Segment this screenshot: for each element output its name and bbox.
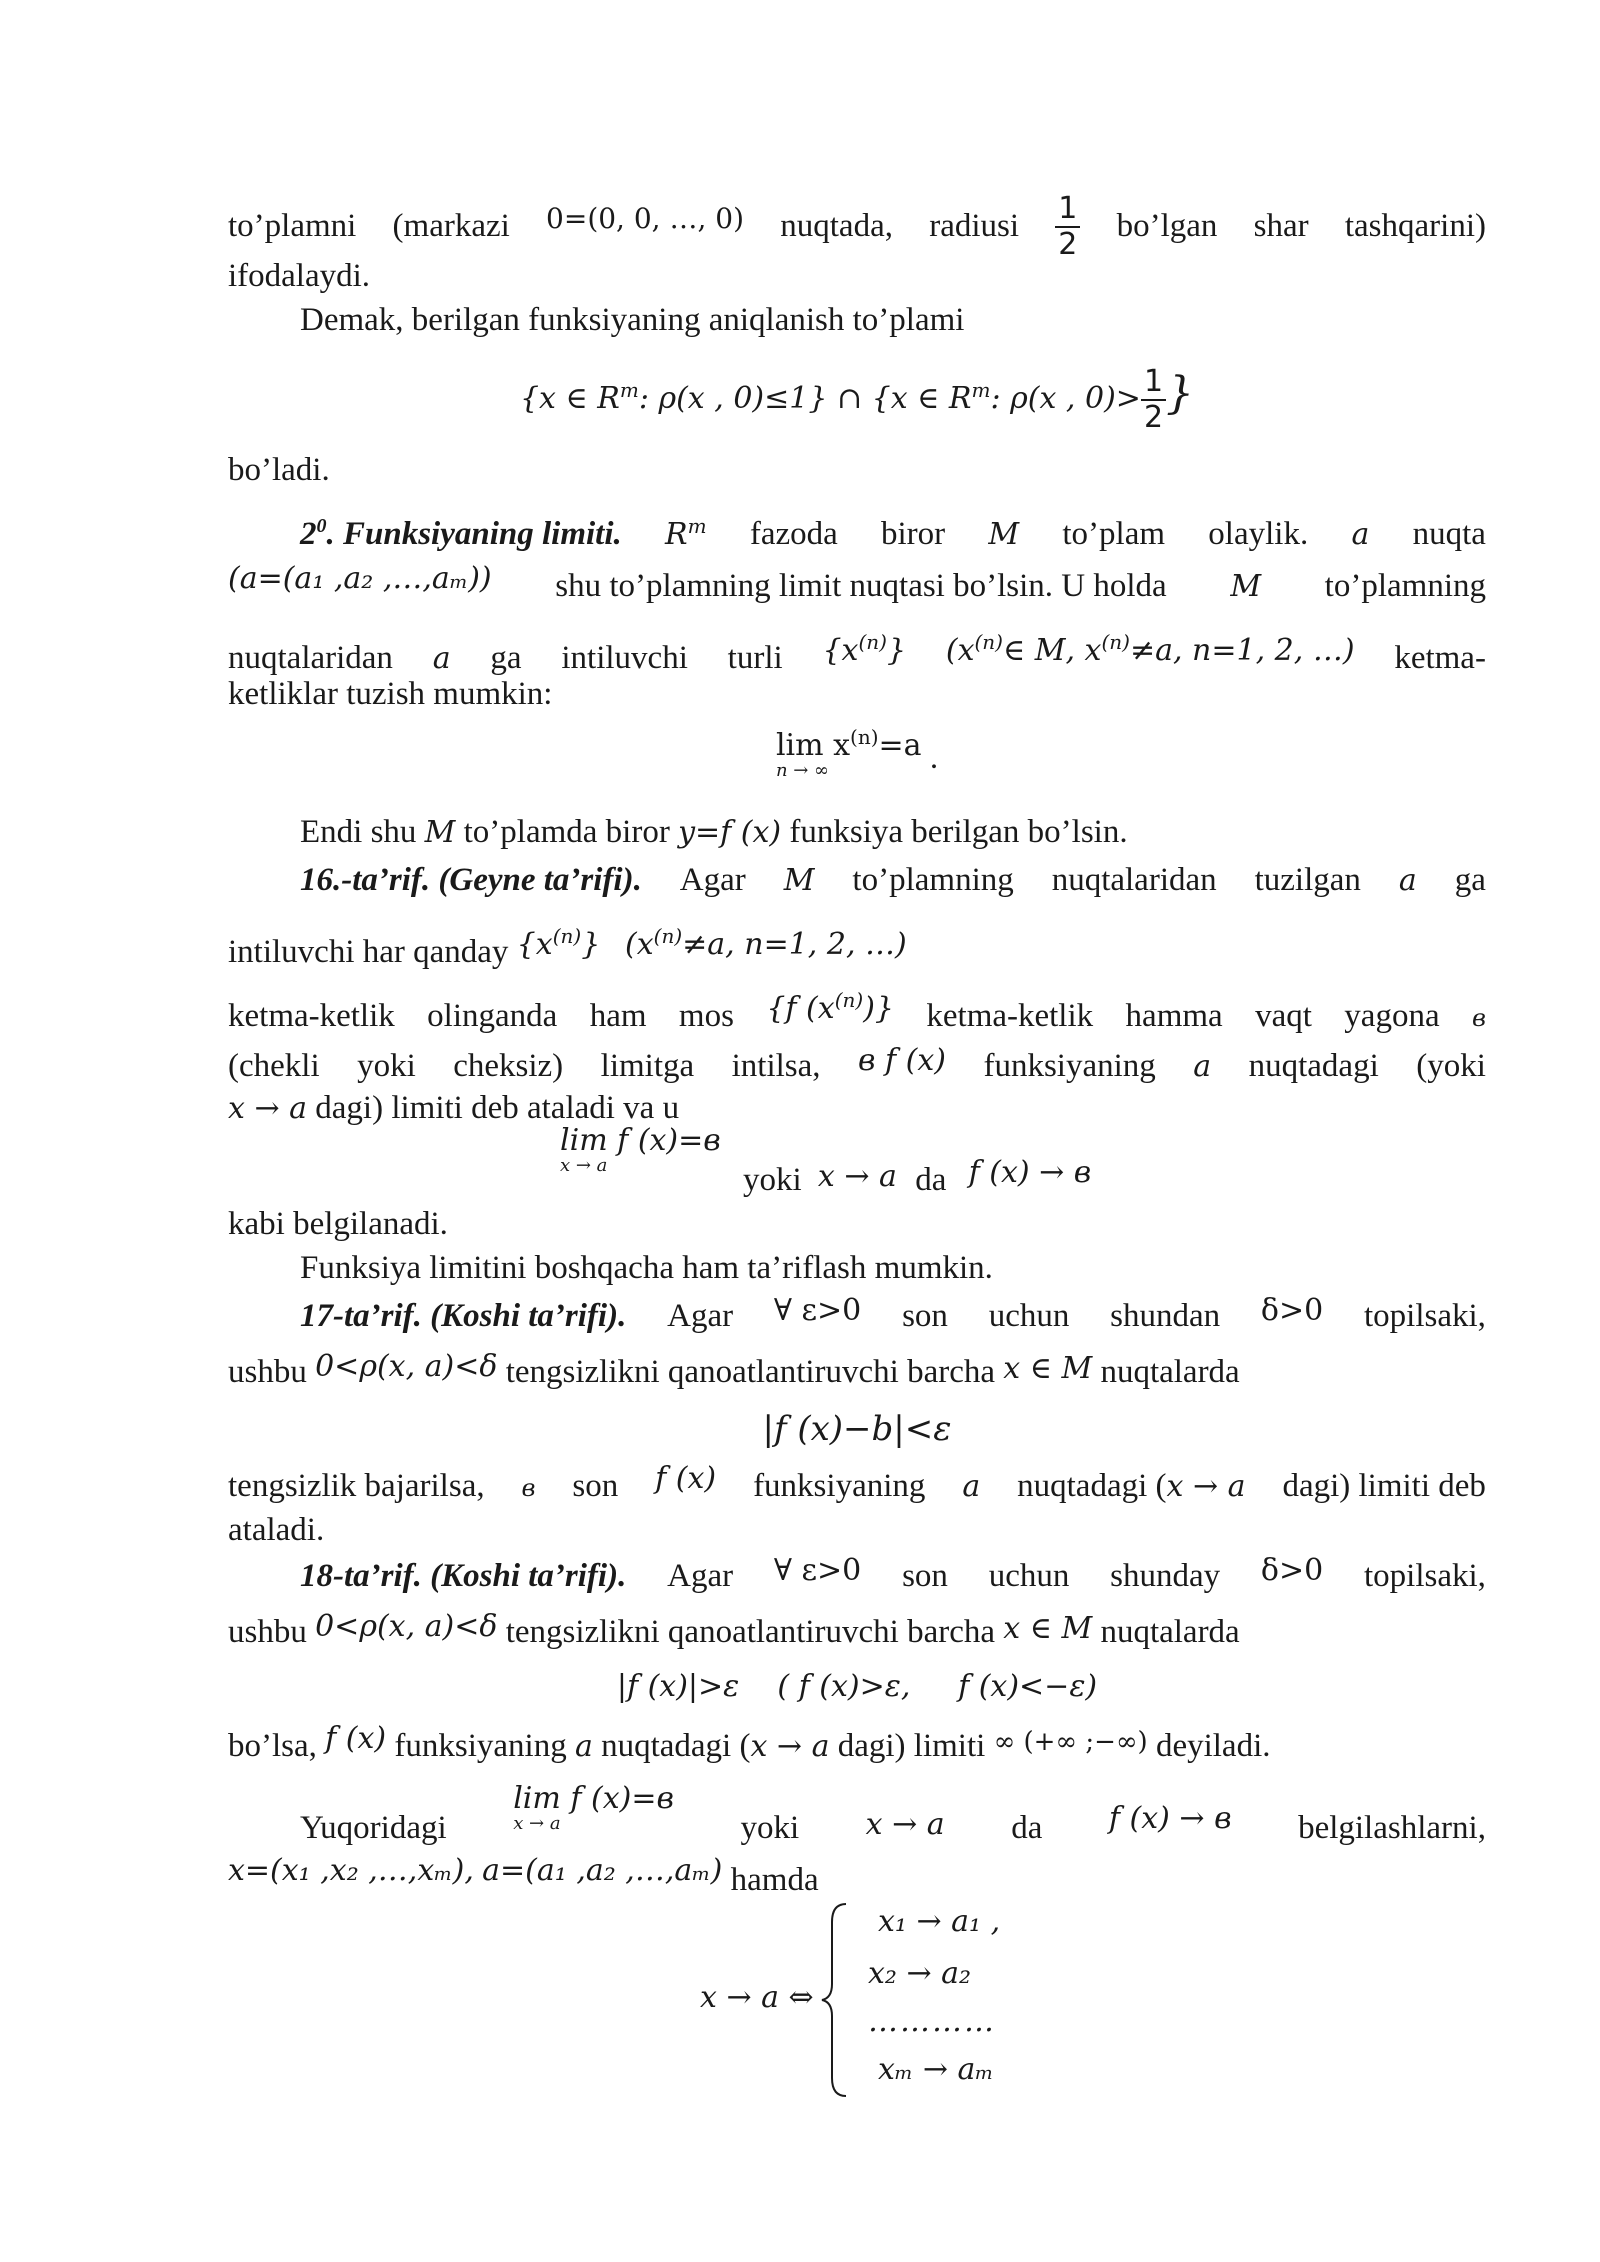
text: yoki bbox=[743, 1162, 802, 1198]
superscript: m bbox=[619, 378, 639, 402]
math-epsilon: ∀ ε>0 bbox=[773, 1293, 862, 1328]
limit-top bbox=[776, 722, 922, 761]
math-neighborhood: 0<ρ(x, a)<δ bbox=[315, 1609, 498, 1644]
definition-heading: 16.-ta’rif. (Geyne ta’rifi). bbox=[300, 862, 642, 898]
text: turli bbox=[727, 640, 783, 676]
math-limit-value: в bbox=[521, 1474, 536, 1502]
fraction-denominator: 2 bbox=[1058, 227, 1078, 262]
math-center-point: 0=(0, 0, …, 0) bbox=[546, 202, 745, 235]
math-x-coords: x=(x₁ ,x₂ ,…,xₘ), bbox=[228, 1853, 474, 1888]
definition-heading: 17-ta’rif. (Koshi ta’rifi). bbox=[300, 1298, 627, 1334]
paragraph-line-3: Demak, berilgan funksiyaning aniqlanish to’plami bbox=[300, 302, 965, 338]
definition-17-line-2 bbox=[228, 1349, 1486, 1393]
text: (x bbox=[945, 633, 975, 668]
text: ∈ M, x bbox=[1003, 633, 1102, 668]
text: ga bbox=[490, 640, 522, 676]
formula-limit-sequence bbox=[228, 722, 1486, 781]
math-membership: x ∈ M bbox=[1003, 1611, 1093, 1646]
formula-part: } bbox=[1166, 368, 1195, 419]
text: (yoki bbox=[1416, 1048, 1486, 1084]
paragraph-line-4: bo’ladi. bbox=[228, 452, 330, 488]
text: olinganda bbox=[427, 998, 558, 1034]
text: yagona bbox=[1344, 998, 1440, 1034]
limit-expression bbox=[776, 722, 922, 781]
math-infinity: ∞ (+∞ ;−∞) bbox=[993, 1727, 1148, 1757]
text: dagi) limiti deb ataladi va u bbox=[315, 1090, 680, 1126]
text: ga bbox=[1454, 862, 1486, 898]
paragraph-line-6 bbox=[228, 630, 1486, 679]
math-function-approach: f (x) → в bbox=[1108, 1801, 1232, 1836]
definition-17-line-4: ataladi. bbox=[228, 1512, 325, 1548]
text: nuqtalarda bbox=[1100, 1614, 1240, 1650]
paragraph-line-2: ifodalaydi. bbox=[228, 258, 371, 294]
system-left: x → a ⇔ bbox=[700, 1980, 814, 2015]
definition-18-line-1 bbox=[300, 1553, 1486, 1597]
math-approach: x → a bbox=[865, 1807, 945, 1842]
limit-expression bbox=[560, 1123, 721, 1176]
math-sequence bbox=[822, 622, 906, 671]
math-set: M bbox=[783, 863, 815, 898]
math-neighborhood: 0<ρ(x, a)<δ bbox=[315, 1349, 498, 1384]
fraction-denominator: 2 bbox=[1143, 400, 1164, 435]
formula-domain bbox=[228, 360, 1486, 435]
math-approach: x → a bbox=[817, 1159, 897, 1194]
definition-17-line-1 bbox=[300, 1293, 1486, 1337]
math-approach: x → a bbox=[1166, 1469, 1246, 1504]
left-brace-icon bbox=[818, 1900, 858, 2100]
text: {f (x bbox=[766, 991, 835, 1026]
text: nuqtalaridan bbox=[1051, 862, 1217, 898]
definition-18-line-3 bbox=[228, 1721, 1486, 1768]
limit-top: lim f (x)=в bbox=[560, 1123, 721, 1158]
text: belgilashlarni, bbox=[1298, 1810, 1486, 1846]
text: 2 bbox=[300, 516, 317, 552]
text: nuqtada, bbox=[780, 208, 893, 244]
superscript: (n) bbox=[1101, 630, 1130, 654]
formula-limit-function bbox=[560, 1123, 1260, 1198]
formula-part: : ρ(x , 0)≤1} ∩ {x ∈ R bbox=[638, 381, 972, 416]
text: ketma-ketlik bbox=[926, 998, 1094, 1034]
text: ushbu bbox=[228, 1614, 307, 1650]
formula-part: : ρ(x , 0)> bbox=[990, 381, 1141, 416]
math-approach: x → a bbox=[750, 1729, 830, 1764]
text: da bbox=[1011, 1810, 1043, 1846]
superscript: (n) bbox=[858, 630, 887, 654]
paragraph-line-11 bbox=[300, 1778, 1486, 1846]
text: radiusi bbox=[929, 208, 1020, 244]
math-point: a bbox=[574, 1729, 593, 1764]
limit-subscript: x → a bbox=[560, 1155, 608, 1176]
definition-16-line-5 bbox=[228, 1088, 1486, 1129]
text: funksiyaning bbox=[753, 1468, 926, 1504]
math-sequence-condition bbox=[625, 924, 907, 962]
math-a-coords: a=(a₁ ,a₂ ,…,aₘ) bbox=[482, 1853, 723, 1888]
text: Agar bbox=[667, 1558, 734, 1594]
text: da bbox=[915, 1162, 947, 1198]
math-sequence-condition bbox=[946, 622, 1355, 671]
definition-heading: 18-ta’rif. (Koshi ta’rifi). bbox=[300, 1558, 627, 1594]
math-function: в f (x) bbox=[858, 1043, 946, 1078]
definition-16-line-4 bbox=[228, 1043, 1486, 1087]
formula-part: {x ∈ R bbox=[519, 381, 620, 416]
superscript: (n) bbox=[552, 924, 582, 948]
text: to’plamni bbox=[228, 208, 357, 244]
text: to’plamning bbox=[852, 862, 1014, 898]
fraction-numerator: 1 bbox=[1141, 365, 1166, 401]
text: nuqta bbox=[1412, 516, 1486, 552]
text: } bbox=[581, 927, 601, 962]
formula-inequality-18: |f (x)|>ε ( f (x)>ε, f (x)<−ε) bbox=[616, 1669, 1098, 1704]
text: nuqtalarda bbox=[1100, 1354, 1240, 1390]
math-epsilon: ∀ ε>0 bbox=[773, 1553, 862, 1588]
superscript: m bbox=[687, 514, 707, 538]
math-approach: x → a bbox=[228, 1091, 308, 1126]
formula-system bbox=[700, 1900, 1030, 2100]
text: shunday bbox=[1110, 1558, 1221, 1594]
math-set: M bbox=[988, 517, 1020, 552]
text: lim x bbox=[775, 728, 851, 763]
text: intiluvchi har qanday bbox=[228, 934, 509, 970]
definition-18-line-2 bbox=[228, 1609, 1486, 1653]
limit-subscript: x → a bbox=[513, 1813, 561, 1834]
paragraph-line-8 bbox=[300, 812, 1486, 853]
limit-expression bbox=[513, 1781, 674, 1834]
text: {x bbox=[822, 633, 859, 668]
definition-16-line-2 bbox=[228, 924, 1486, 973]
text: nuqtadagi ( bbox=[1017, 1468, 1167, 1504]
text: uchun bbox=[988, 1298, 1070, 1334]
formula-inequality-17: |f (x)−b|<ε bbox=[762, 1409, 952, 1449]
math-sequence bbox=[516, 924, 601, 962]
text: uchun bbox=[988, 1558, 1070, 1594]
text: ushbu bbox=[228, 1354, 307, 1390]
text: (chekli bbox=[228, 1048, 320, 1084]
math-point-coords: (a=(a₁ ,a₂ ,…,aₘ)) bbox=[228, 561, 492, 596]
superscript: (n) bbox=[834, 988, 864, 1012]
text: shar bbox=[1253, 208, 1309, 244]
math-space bbox=[665, 506, 707, 555]
text: dagi) limiti deb bbox=[1282, 1468, 1486, 1504]
text: funksiyaning bbox=[394, 1728, 567, 1764]
text: son bbox=[902, 1558, 948, 1594]
text: dagi) limiti bbox=[837, 1728, 986, 1764]
math-membership: x ∈ M bbox=[1003, 1351, 1093, 1386]
text: deyiladi. bbox=[1155, 1728, 1271, 1764]
text: tashqarini) bbox=[1344, 208, 1486, 244]
math-function: y=f (x) bbox=[678, 815, 782, 850]
text: Agar bbox=[679, 862, 746, 898]
definition-16-line-3 bbox=[228, 988, 1486, 1038]
math-delta: δ>0 bbox=[1260, 1293, 1324, 1328]
text: tengsizlikni qanoatlantiruvchi barcha bbox=[505, 1354, 996, 1390]
text-group bbox=[1017, 1466, 1245, 1507]
paragraph-line-10: Funksiya limitini boshqacha ham ta’riflash mumkin. bbox=[300, 1250, 993, 1286]
text: hamda bbox=[730, 1862, 819, 1898]
paragraph-line-12 bbox=[228, 1853, 1486, 1901]
paragraph-line-9: kabi belgilanadi. bbox=[228, 1206, 448, 1242]
text: R bbox=[665, 517, 688, 552]
text: topilsaki, bbox=[1363, 1558, 1486, 1594]
text: ketma-ketlik bbox=[228, 998, 395, 1034]
text: son bbox=[902, 1298, 948, 1334]
limit-subscript: n → ∞ bbox=[775, 760, 830, 781]
text: (x bbox=[625, 927, 654, 962]
definition-16-line-1 bbox=[300, 860, 1486, 901]
text: ham bbox=[589, 998, 647, 1034]
text: tuzilgan bbox=[1254, 862, 1361, 898]
text: intilsa, bbox=[731, 1048, 821, 1084]
text: vaqt bbox=[1255, 998, 1312, 1034]
text: to’plamning bbox=[1324, 568, 1486, 604]
paragraph-line-5 bbox=[228, 561, 1486, 607]
text: ketma- bbox=[1394, 640, 1486, 676]
system-row: x₂ → a₂ bbox=[868, 1956, 972, 1991]
text: limitga bbox=[600, 1048, 695, 1084]
math-function-sequence bbox=[766, 980, 894, 1029]
text: } bbox=[886, 633, 907, 668]
math-point: a bbox=[1193, 1049, 1212, 1084]
text: tengsizlik bajarilsa, bbox=[228, 1468, 485, 1504]
math-point: a bbox=[432, 641, 451, 676]
fraction-numerator: 1 bbox=[1055, 192, 1080, 228]
text: )} bbox=[863, 991, 894, 1026]
system-row: xₘ → aₘ bbox=[878, 2052, 994, 2087]
superscript: (n) bbox=[974, 630, 1003, 654]
system-row: x₁ → a₁ , bbox=[878, 1904, 1001, 1939]
text: yoki bbox=[740, 1810, 800, 1846]
definition-17-line-3 bbox=[228, 1461, 1486, 1508]
math-function-approach: f (x) → в bbox=[968, 1155, 1092, 1190]
math-point: a bbox=[962, 1469, 981, 1504]
math-set: M bbox=[1230, 569, 1262, 604]
text: topilsaki, bbox=[1363, 1298, 1486, 1334]
text: bo’lgan bbox=[1116, 208, 1218, 244]
math-point: a bbox=[1351, 517, 1370, 552]
text: =a bbox=[878, 728, 922, 763]
text: ≠a, n=1, 2, …) bbox=[682, 927, 907, 962]
text: {x bbox=[516, 927, 553, 962]
math-limit-value: в bbox=[1471, 1004, 1486, 1032]
section-heading bbox=[300, 506, 622, 554]
limit-top: lim f (x)=в bbox=[513, 1781, 674, 1816]
text: bo’lsa, bbox=[228, 1728, 317, 1764]
text: . Funksiyaning limiti. bbox=[326, 516, 622, 552]
math-fraction-half bbox=[1141, 365, 1166, 435]
math-delta: δ>0 bbox=[1260, 1553, 1324, 1588]
text: to’plam bbox=[1062, 516, 1166, 552]
paragraph-line-7: ketliklar tuzish mumkin: bbox=[228, 676, 553, 712]
superscript: 0 bbox=[316, 515, 327, 537]
superscript: m bbox=[971, 378, 991, 402]
text: nuqtadagi ( bbox=[601, 1728, 751, 1764]
text: ≠a, n=1, 2, …) bbox=[1129, 633, 1355, 668]
text: . bbox=[929, 740, 939, 776]
math-function: f (x) bbox=[655, 1461, 717, 1496]
system-row: ………… bbox=[868, 2004, 996, 2039]
text: son bbox=[572, 1468, 619, 1504]
text: yoki bbox=[357, 1048, 416, 1084]
text: funksiya berilgan bo’lsin. bbox=[789, 814, 1128, 850]
section-heading-line bbox=[300, 506, 1486, 555]
text: Agar bbox=[667, 1298, 734, 1334]
math-point: a bbox=[1398, 863, 1417, 898]
text: to’plamda biror bbox=[463, 814, 670, 850]
text: shu to’plamning limit nuqtasi bo’lsin. U holda bbox=[555, 568, 1167, 604]
text: olaylik. bbox=[1208, 516, 1309, 552]
text: fazoda bbox=[749, 516, 838, 552]
text: Endi shu bbox=[300, 814, 417, 850]
text: hamma bbox=[1125, 998, 1223, 1034]
text: tengsizlikni qanoatlantiruvchi barcha bbox=[505, 1614, 996, 1650]
text: biror bbox=[881, 516, 946, 552]
text: shundan bbox=[1110, 1298, 1221, 1334]
math-set: M bbox=[424, 815, 456, 850]
superscript: (n) bbox=[850, 725, 879, 749]
math-function: f (x) bbox=[325, 1721, 387, 1756]
text: Yuqoridagi bbox=[300, 1810, 447, 1846]
text: funksiyaning bbox=[983, 1048, 1156, 1084]
text: cheksiz) bbox=[453, 1048, 564, 1084]
math-fraction-half bbox=[1055, 192, 1080, 262]
superscript: (n) bbox=[653, 924, 683, 948]
text: intiluvchi bbox=[561, 640, 688, 676]
text: nuqtalaridan bbox=[228, 640, 393, 676]
text: nuqtadagi bbox=[1248, 1048, 1379, 1084]
text: mos bbox=[678, 998, 734, 1034]
text: (markazi bbox=[392, 208, 510, 244]
